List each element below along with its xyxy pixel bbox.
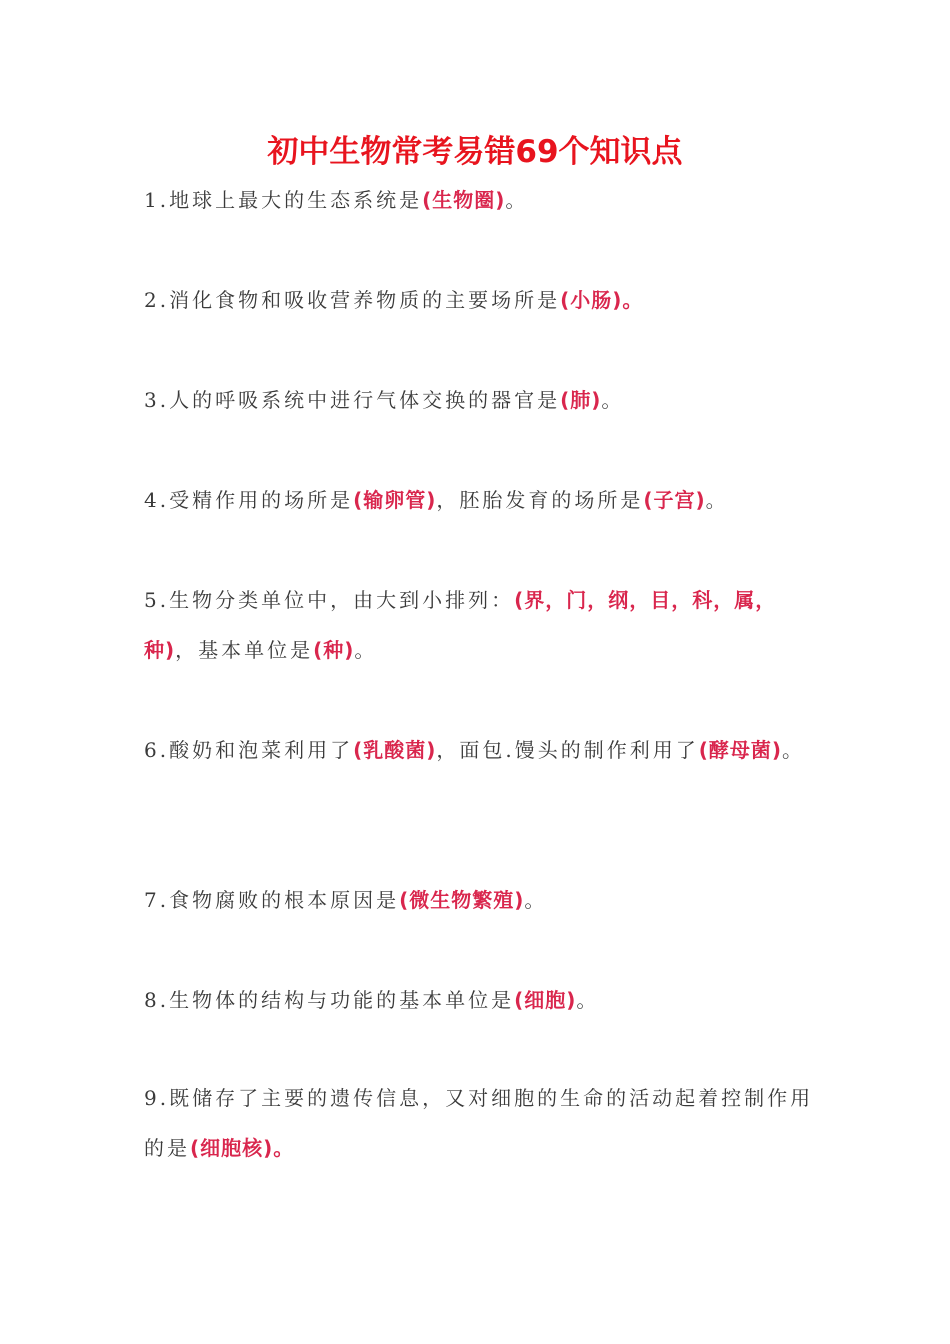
answer-highlight: (细胞核)。 xyxy=(190,1136,295,1160)
item-text: 地球上最大的生态系统是 xyxy=(169,188,423,212)
answer-highlight: (生物圈) xyxy=(422,188,506,212)
item-text: 。 xyxy=(505,188,529,212)
list-item xyxy=(144,725,814,775)
item-text: 既储存了主要的遗传信息，又对细胞的生命的活动起着控制作用的是 xyxy=(144,1086,814,1160)
item-number: 7. xyxy=(144,888,170,912)
list-item xyxy=(144,175,814,225)
item-number: 2. xyxy=(144,288,170,312)
answer-highlight: (种) xyxy=(313,638,355,662)
answer-highlight: (子宫) xyxy=(643,488,706,512)
item-text: 。 xyxy=(524,888,548,912)
item-text: 食物腐败的根本原因是 xyxy=(169,888,400,912)
list-item xyxy=(144,1073,814,1173)
item-number: 4. xyxy=(144,488,170,512)
item-text: 生物体的结构与功能的基本单位是 xyxy=(169,988,515,1012)
item-number: 8. xyxy=(144,988,170,1012)
item-text: ，胚胎发育的场所是 xyxy=(436,488,644,512)
item-text: 。 xyxy=(705,488,729,512)
item-number: 6. xyxy=(144,738,170,762)
list-item xyxy=(144,875,814,925)
list-item xyxy=(144,575,814,675)
item-text: 生物分类单位中，由大到小排列： xyxy=(169,588,515,612)
answer-highlight: (肺) xyxy=(560,388,602,412)
item-number: 3. xyxy=(144,388,170,412)
item-text: 。 xyxy=(354,638,378,662)
item-text: 人的呼吸系统中进行气体交换的器官是 xyxy=(169,388,561,412)
answer-highlight: (细胞) xyxy=(514,988,577,1012)
answer-highlight: (界，门，纲，目，科，属，种) xyxy=(144,588,777,662)
answer-highlight: (小肠)。 xyxy=(560,288,644,312)
item-number: 1. xyxy=(144,188,170,212)
page-title: 初中生物常考易错69个知识点 xyxy=(267,134,683,170)
answer-highlight: (微生物繁殖) xyxy=(399,888,525,912)
item-text: 。 xyxy=(601,388,625,412)
answer-highlight: (乳酸菌) xyxy=(353,738,437,762)
item-number: 9. xyxy=(144,1086,170,1110)
item-text: ，基本单位是 xyxy=(175,638,314,662)
item-text: 受精作用的场所是 xyxy=(169,488,354,512)
item-text: 酸奶和泡菜利用了 xyxy=(169,738,354,762)
list-item xyxy=(144,475,814,525)
list-item xyxy=(144,375,814,425)
item-number: 5. xyxy=(144,588,170,612)
list-item xyxy=(144,275,814,325)
answer-highlight: (输卵管) xyxy=(353,488,437,512)
item-text: 。 xyxy=(782,738,806,762)
item-text: 消化食物和吸收营养物质的主要场所是 xyxy=(169,288,561,312)
item-text: 。 xyxy=(576,988,600,1012)
answer-highlight: (酵母菌) xyxy=(698,738,783,762)
list-item xyxy=(144,975,814,1025)
item-text: ，面包.馒头的制作利用了 xyxy=(436,738,699,762)
